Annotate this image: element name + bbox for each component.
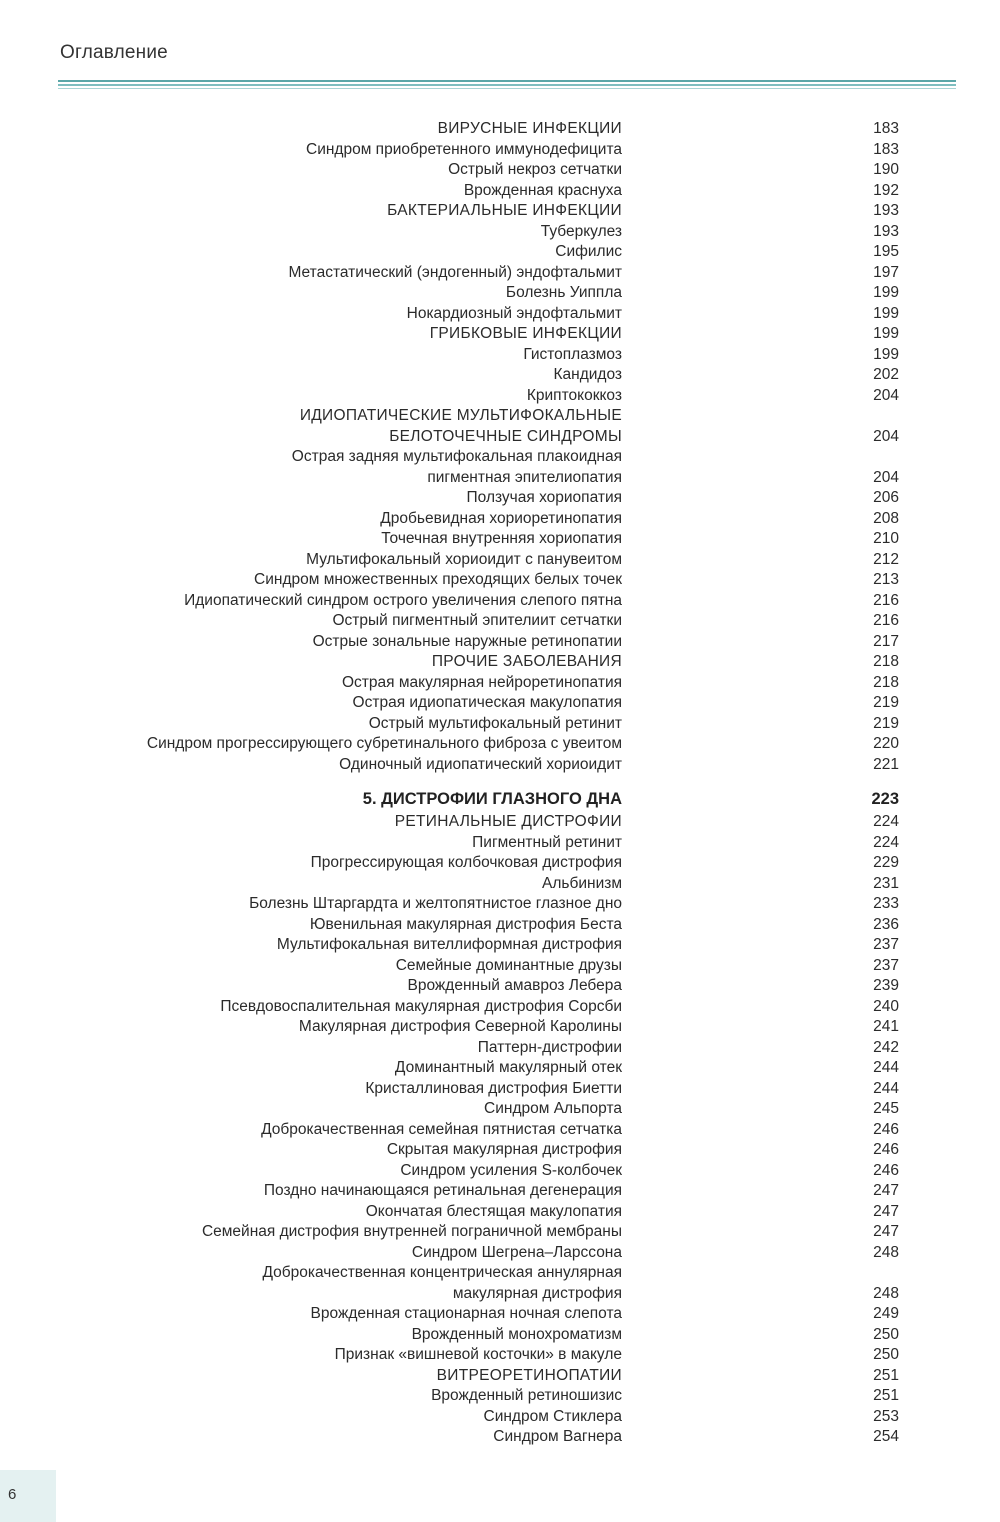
toc-entry-row <box>0 1407 1000 1428</box>
toc-entry-page: 183 <box>873 140 899 158</box>
toc-section-row <box>0 406 1000 427</box>
toc-entry-row <box>0 345 1000 366</box>
toc-entry-row <box>0 1017 1000 1038</box>
toc-entry-row <box>0 693 1000 714</box>
toc-entry-title: пигментная эпителиопатия <box>427 468 622 486</box>
toc-entry-page: 212 <box>873 550 899 568</box>
toc-entry-row <box>0 447 1000 468</box>
toc-entry-page: 247 <box>873 1223 899 1240</box>
toc-entry-row <box>0 1222 1000 1243</box>
toc-entry-page: 204 <box>873 386 899 404</box>
toc-entry-page: 253 <box>873 1407 899 1425</box>
page-number: 6 <box>8 1486 17 1503</box>
toc-entry-title: Синдром Шегрена–Ларссона <box>411 1243 622 1261</box>
toc-section-row <box>0 119 1000 140</box>
toc-entry-title: Туберкулез <box>540 222 622 240</box>
toc-entry-row <box>0 632 1000 653</box>
toc-entry-row <box>0 304 1000 325</box>
toc-section-row <box>0 652 1000 673</box>
toc-entry-row <box>0 1284 1000 1305</box>
toc-entry-title: Гистоплазмоз <box>523 345 622 363</box>
toc-entry-row <box>0 550 1000 571</box>
toc-entry-page: 233 <box>873 895 899 912</box>
toc-section-row <box>0 201 1000 222</box>
toc-entry-page: 192 <box>873 181 899 199</box>
toc-entry-row <box>0 283 1000 304</box>
toc-entry-page: 250 <box>873 1346 899 1363</box>
toc-entry-row <box>0 1140 1000 1161</box>
toc-entry-page: 239 <box>873 977 899 994</box>
toc-entry-title: БЕЛОТОЧЕЧНЫЕ СИНДРОМЫ <box>389 427 622 445</box>
toc-entry-page: 219 <box>873 714 899 732</box>
toc-entry-title: ВИРУСНЫЕ ИНФЕКЦИИ <box>437 120 622 137</box>
toc-entry-title: Дробьевидная хориоретинопатия <box>380 509 622 527</box>
toc-entry-title: Нокардиозный эндофтальмит <box>406 304 622 322</box>
toc-entry-row <box>0 1079 1000 1100</box>
toc-entry-title: Острый мультифокальный ретинит <box>368 714 622 732</box>
toc-entry-page: 208 <box>873 509 899 527</box>
toc-section-row <box>0 1366 1000 1387</box>
toc-entry-title: Врожденный ретиношизис <box>431 1387 622 1404</box>
toc-entry-row <box>0 591 1000 612</box>
toc-entry-title: Семейные доминантные друзы <box>395 956 622 974</box>
toc-entry-row <box>0 1304 1000 1325</box>
toc-entry-title: Мультифокальный хориоидит с панувеитом <box>306 550 622 568</box>
toc-entry-title: Сифилис <box>555 243 622 260</box>
toc-entry-page: 250 <box>873 1325 899 1343</box>
toc-entry-row <box>0 1325 1000 1346</box>
toc-entry-page: 241 <box>873 1018 899 1035</box>
toc-entry-page: 210 <box>873 530 899 547</box>
toc-entry-row <box>0 935 1000 956</box>
toc-entry-page: 217 <box>873 632 899 650</box>
toc-entry-row <box>0 833 1000 854</box>
toc-entry-row <box>0 874 1000 895</box>
toc-entry-page: 204 <box>873 468 899 486</box>
toc-entry-row <box>0 1099 1000 1120</box>
toc-entry-page: 202 <box>873 366 899 383</box>
table-of-contents <box>0 119 1000 1448</box>
toc-entry-page: 237 <box>873 956 899 974</box>
toc-entry-row <box>0 1120 1000 1141</box>
toc-entry-row <box>0 1345 1000 1366</box>
toc-entry-title: Псевдовоспалительная макулярная дистрофия Сорсби <box>220 997 622 1015</box>
toc-entry-row <box>0 611 1000 632</box>
toc-entry-page: 247 <box>873 1202 899 1220</box>
toc-entry-title: Прогрессирующая колбочковая дистрофия <box>310 854 622 871</box>
toc-entry-title: Врожденная краснуха <box>463 181 622 199</box>
toc-entry-title: Идиопатический синдром острого увеличения слепого пятна <box>184 591 622 609</box>
toc-entry-title: БАКТЕРИАЛЬНЫЕ ИНФЕКЦИИ <box>387 202 622 219</box>
toc-entry-title: ИДИОПАТИЧЕСКИЕ МУЛЬТИФОКАЛЬНЫЕ <box>299 407 622 424</box>
toc-entry-page: 246 <box>873 1120 899 1138</box>
toc-entry-page: 248 <box>873 1243 899 1261</box>
toc-entry-row <box>0 673 1000 694</box>
toc-entry-title: Синдром множественных преходящих белых точек <box>254 571 622 588</box>
toc-entry-title: Мультифокальная вителлиформная дистрофия <box>276 936 622 953</box>
toc-entry-title: Признак «вишневой косточки» в макуле <box>334 1346 622 1363</box>
toc-entry-row <box>0 734 1000 755</box>
toc-entry-page: 199 <box>873 345 899 363</box>
toc-entry-page: 216 <box>873 612 899 629</box>
header-rule <box>58 80 956 82</box>
toc-entry-row <box>0 1181 1000 1202</box>
toc-entry-title: Острая идиопатическая макулопатия <box>352 694 622 711</box>
toc-entry-row <box>0 1427 1000 1448</box>
toc-entry-title: Поздно начинающаяся ретинальная дегенерация <box>263 1182 622 1199</box>
toc-entry-page: 246 <box>873 1161 899 1179</box>
toc-entry-row <box>0 1386 1000 1407</box>
toc-entry-page: 193 <box>873 202 899 219</box>
toc-entry-row <box>0 529 1000 550</box>
toc-entry-page: 223 <box>871 790 899 808</box>
toc-entry-page: 204 <box>873 427 899 445</box>
toc-entry-title: Болезнь Уиппла <box>505 284 622 301</box>
toc-entry-row <box>0 365 1000 386</box>
toc-entry-title: Ползучая хориопатия <box>466 489 622 506</box>
page-header-title: Оглавление <box>60 42 168 63</box>
toc-entry-page: 251 <box>873 1366 899 1384</box>
page-number-box <box>0 1470 56 1522</box>
toc-entry-title: Окончатая блестящая макулопатия <box>365 1202 622 1220</box>
header-rule <box>58 88 956 89</box>
toc-entry-page: 246 <box>873 1141 899 1158</box>
toc-entry-page: 199 <box>873 325 899 342</box>
toc-entry-page: 206 <box>873 489 899 506</box>
toc-entry-row <box>0 755 1000 776</box>
toc-entry-row <box>0 1058 1000 1079</box>
toc-entry-title: Синдром Альпорта <box>484 1100 622 1117</box>
toc-entry-row <box>0 714 1000 735</box>
toc-entry-title: Острый некроз сетчатки <box>448 161 622 178</box>
toc-entry-page: 195 <box>873 243 899 260</box>
toc-section-row <box>0 427 1000 448</box>
toc-entry-page: 229 <box>873 854 899 871</box>
toc-entry-row <box>0 1161 1000 1182</box>
toc-entry-title: Врожденная стационарная ночная слепота <box>310 1305 622 1322</box>
toc-entry-title: Ювенильная макулярная дистрофия Беста <box>309 915 622 933</box>
toc-entry-title: Кандидоз <box>553 366 622 383</box>
toc-entry-title: Болезнь Штаргардта и желтопятнистое глазное дно <box>249 895 622 912</box>
toc-entry-row <box>0 509 1000 530</box>
toc-entry-title: Доброкачественная семейная пятнистая сетчатка <box>261 1120 622 1138</box>
toc-entry-title: Врожденный монохроматизм <box>411 1325 622 1343</box>
toc-entry-page: 190 <box>873 161 899 178</box>
toc-entry-page: 236 <box>873 915 899 933</box>
toc-entry-row <box>0 1243 1000 1264</box>
toc-entry-title: Синдром Вагнера <box>493 1428 622 1445</box>
toc-entry-row <box>0 468 1000 489</box>
toc-entry-page: 183 <box>873 120 899 137</box>
toc-entry-page: 244 <box>873 1059 899 1076</box>
toc-entry-row <box>0 140 1000 161</box>
toc-entry-page: 199 <box>873 304 899 322</box>
toc-entry-title: Синдром приобретенного иммунодефицита <box>306 140 622 158</box>
toc-entry-page: 219 <box>873 694 899 711</box>
toc-entry-row <box>0 263 1000 284</box>
toc-entry-title: макулярная дистрофия <box>452 1284 622 1302</box>
toc-entry-row <box>0 997 1000 1018</box>
toc-entry-page: 213 <box>873 571 899 588</box>
toc-entry-title: Криптококкоз <box>526 386 622 404</box>
toc-entry-page: 254 <box>873 1428 899 1445</box>
toc-section-row <box>0 324 1000 345</box>
toc-entry-row <box>0 386 1000 407</box>
toc-entry-page: 218 <box>873 673 899 691</box>
toc-entry-row <box>0 488 1000 509</box>
toc-entry-title: Пигментный ретинит <box>472 833 622 851</box>
toc-entry-page: 237 <box>873 936 899 953</box>
toc-entry-page: 193 <box>873 222 899 240</box>
toc-entry-row <box>0 160 1000 181</box>
toc-section-row <box>0 812 1000 833</box>
toc-entry-row <box>0 222 1000 243</box>
toc-entry-row <box>0 242 1000 263</box>
toc-entry-title: Кристаллиновая дистрофия Биетти <box>365 1079 622 1097</box>
toc-entry-page: 251 <box>873 1387 899 1404</box>
toc-entry-row <box>0 976 1000 997</box>
toc-entry-title: Синдром прогрессирующего субретинального фиброза с увеитом <box>146 735 622 752</box>
toc-entry-page: 249 <box>873 1305 899 1322</box>
toc-entry-title: ГРИБКОВЫЕ ИНФЕКЦИИ <box>429 325 622 342</box>
toc-entry-row <box>0 894 1000 915</box>
toc-entry-page: 231 <box>873 874 899 892</box>
toc-entry-page: 224 <box>873 813 899 830</box>
toc-entry-page: 247 <box>873 1182 899 1199</box>
toc-entry-title: Острый пигментный эпителиит сетчатки <box>332 612 622 629</box>
toc-entry-page: 199 <box>873 284 899 301</box>
toc-entry-row <box>0 570 1000 591</box>
toc-entry-page: 216 <box>873 591 899 609</box>
toc-entry-row <box>0 956 1000 977</box>
toc-entry-title: Синдром усиления S-колбочек <box>400 1161 622 1179</box>
toc-entry-title: 5. ДИСТРОФИИ ГЛАЗНОГО ДНА <box>362 790 622 808</box>
toc-entry-row <box>0 1202 1000 1223</box>
toc-entry-title: ВИТРЕОРЕТИНОПАТИИ <box>436 1366 622 1384</box>
toc-entry-page: 240 <box>873 997 899 1015</box>
toc-entry-title: ПРОЧИЕ ЗАБОЛЕВАНИЯ <box>431 653 622 670</box>
toc-entry-row <box>0 853 1000 874</box>
toc-entry-page: 224 <box>873 833 899 851</box>
toc-entry-page: 245 <box>873 1100 899 1117</box>
toc-entry-page: 221 <box>873 755 899 773</box>
toc-entry-title: Альбинизм <box>542 874 622 892</box>
toc-entry-page: 242 <box>873 1038 899 1056</box>
toc-entry-title: Синдром Стиклера <box>483 1407 622 1425</box>
toc-entry-title: Метастатический (эндогенный) эндофтальмит <box>288 263 622 281</box>
toc-entry-page: 244 <box>873 1079 899 1097</box>
toc-entry-title: Острая задняя мультифокальная плакоидная <box>291 448 622 465</box>
toc-entry-title: Острые зональные наружные ретинопатии <box>312 632 622 650</box>
toc-entry-title: Семейная дистрофия внутренней пограничной мембраны <box>201 1223 622 1240</box>
toc-entry-row <box>0 181 1000 202</box>
toc-entry-page: 248 <box>873 1284 899 1302</box>
toc-entry-title: Скрытая макулярная дистрофия <box>386 1141 622 1158</box>
toc-entry-title: Макулярная дистрофия Северной Каролины <box>298 1018 622 1035</box>
toc-entry-title: Врожденный амавроз Лебера <box>407 977 622 994</box>
toc-entry-row <box>0 1038 1000 1059</box>
toc-entry-row <box>0 1263 1000 1284</box>
toc-entry-page: 218 <box>873 653 899 670</box>
toc-entry-title: РЕТИНАЛЬНЫЕ ДИСТРОФИИ <box>394 813 622 830</box>
toc-entry-title: Доминантный макулярный отек <box>394 1059 622 1076</box>
toc-entry-title: Одиночный идиопатический хориоидит <box>339 755 622 773</box>
toc-entry-title: Паттерн-дистрофии <box>477 1038 622 1056</box>
toc-chapter-row <box>0 787 1000 812</box>
toc-entry-title: Доброкачественная концентрическая аннулярная <box>262 1264 622 1281</box>
toc-entry-page: 197 <box>873 263 899 281</box>
toc-entry-title: Острая макулярная нейроретинопатия <box>342 673 622 691</box>
toc-entry-row <box>0 915 1000 936</box>
toc-entry-title: Точечная внутренняя хориопатия <box>381 530 622 547</box>
toc-entry-page: 220 <box>873 735 899 752</box>
header-rule <box>58 84 956 86</box>
